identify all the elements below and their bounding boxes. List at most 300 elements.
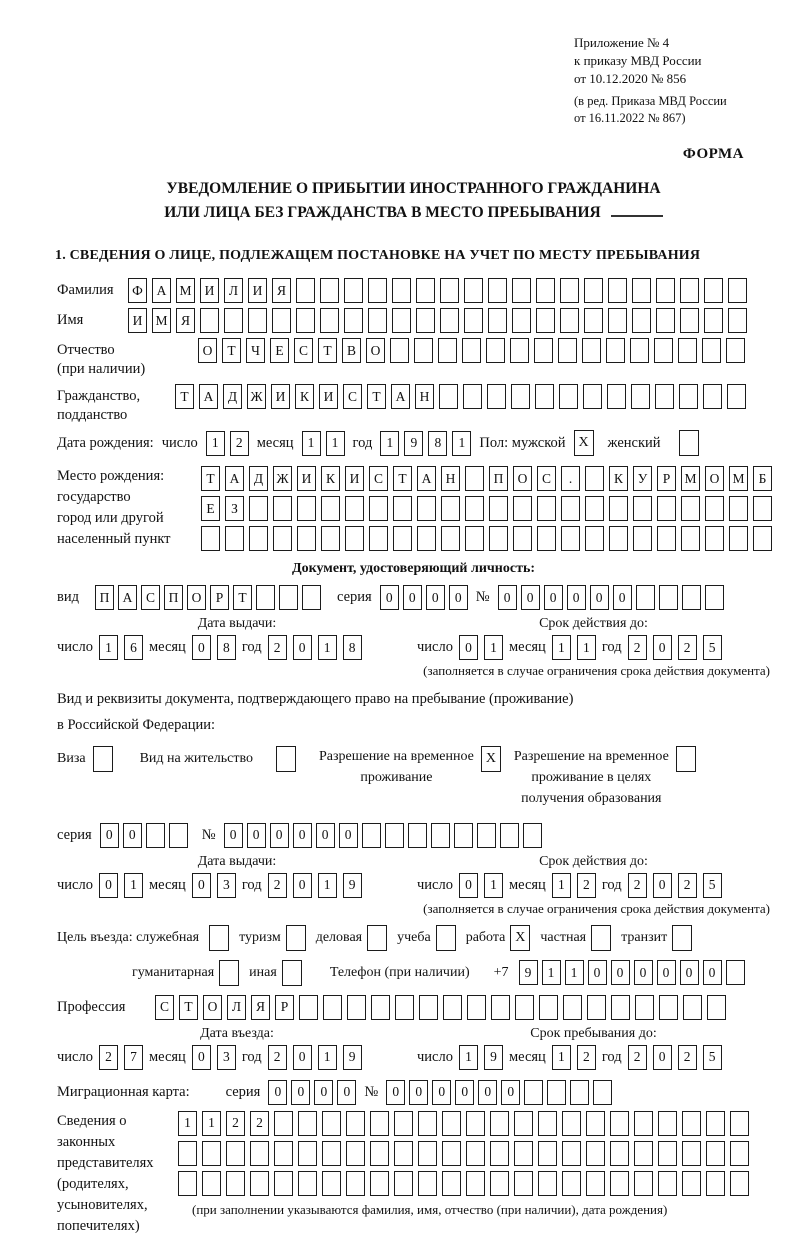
char-cell[interactable]: 2 xyxy=(577,1045,596,1070)
char-cell[interactable] xyxy=(394,1171,413,1196)
char-cell[interactable] xyxy=(464,308,483,333)
char-cell[interactable]: 0 xyxy=(247,823,266,848)
char-cell[interactable]: 8 xyxy=(343,635,362,660)
char-cell[interactable]: 1 xyxy=(565,960,584,985)
char-cell[interactable] xyxy=(463,384,482,409)
char-cell[interactable] xyxy=(534,338,553,363)
char-cell[interactable] xyxy=(393,526,412,551)
char-cell[interactable] xyxy=(296,308,315,333)
char-cell[interactable] xyxy=(705,585,724,610)
purpose-private-checkbox[interactable] xyxy=(591,925,611,951)
char-cell[interactable] xyxy=(273,526,292,551)
char-cell[interactable] xyxy=(346,1171,365,1196)
char-cell[interactable] xyxy=(705,526,724,551)
char-cell[interactable]: Л xyxy=(224,278,243,303)
char-cell[interactable]: О xyxy=(366,338,385,363)
char-cell[interactable] xyxy=(442,1141,461,1166)
purpose-other-checkbox[interactable] xyxy=(282,960,302,986)
purpose-humanitarian-checkbox[interactable] xyxy=(219,960,239,986)
char-cell[interactable]: 0 xyxy=(455,1080,474,1105)
char-cell[interactable] xyxy=(535,384,554,409)
purpose-transit-checkbox[interactable] xyxy=(672,925,692,951)
char-cell[interactable]: 0 xyxy=(314,1080,333,1105)
char-cell[interactable] xyxy=(419,995,438,1020)
char-cell[interactable] xyxy=(169,823,188,848)
char-cell[interactable] xyxy=(726,338,745,363)
char-cell[interactable] xyxy=(609,496,628,521)
char-cell[interactable] xyxy=(610,1111,629,1136)
char-cell[interactable] xyxy=(562,1141,581,1166)
char-cell[interactable]: 0 xyxy=(501,1080,520,1105)
char-cell[interactable] xyxy=(488,278,507,303)
char-cell[interactable]: 0 xyxy=(380,585,399,610)
char-cell[interactable] xyxy=(682,1111,701,1136)
char-cell[interactable] xyxy=(200,308,219,333)
char-cell[interactable] xyxy=(585,526,604,551)
char-cell[interactable] xyxy=(418,1141,437,1166)
char-cell[interactable] xyxy=(477,823,496,848)
char-cell[interactable] xyxy=(369,496,388,521)
char-cell[interactable]: 1 xyxy=(99,635,118,660)
char-cell[interactable]: Е xyxy=(270,338,289,363)
char-cell[interactable] xyxy=(250,1141,269,1166)
char-cell[interactable] xyxy=(490,1141,509,1166)
char-cell[interactable] xyxy=(321,526,340,551)
char-cell[interactable]: 0 xyxy=(459,873,478,898)
purpose-study-checkbox[interactable] xyxy=(436,925,456,951)
char-cell[interactable] xyxy=(488,308,507,333)
char-cell[interactable]: Т xyxy=(201,466,220,491)
char-cell[interactable] xyxy=(730,1171,749,1196)
char-cell[interactable] xyxy=(585,496,604,521)
char-cell[interactable]: Я xyxy=(272,278,291,303)
char-cell[interactable] xyxy=(560,308,579,333)
char-cell[interactable] xyxy=(226,1141,245,1166)
char-cell[interactable] xyxy=(439,384,458,409)
char-cell[interactable]: 9 xyxy=(519,960,538,985)
char-cell[interactable] xyxy=(657,496,676,521)
char-cell[interactable] xyxy=(561,496,580,521)
char-cell[interactable] xyxy=(418,1111,437,1136)
char-cell[interactable]: 2 xyxy=(678,873,697,898)
char-cell[interactable] xyxy=(250,1171,269,1196)
char-cell[interactable] xyxy=(297,496,316,521)
char-cell[interactable] xyxy=(226,1171,245,1196)
char-cell[interactable]: 1 xyxy=(302,431,321,456)
sex-male-checkbox[interactable]: X xyxy=(574,430,594,456)
char-cell[interactable] xyxy=(680,278,699,303)
char-cell[interactable] xyxy=(563,995,582,1020)
char-cell[interactable] xyxy=(537,496,556,521)
char-cell[interactable] xyxy=(370,1141,389,1166)
char-cell[interactable]: 0 xyxy=(449,585,468,610)
char-cell[interactable] xyxy=(394,1141,413,1166)
char-cell[interactable]: 2 xyxy=(268,635,287,660)
char-cell[interactable]: 0 xyxy=(192,1045,211,1070)
char-cell[interactable]: С xyxy=(141,585,160,610)
char-cell[interactable]: 0 xyxy=(588,960,607,985)
char-cell[interactable] xyxy=(585,466,604,491)
char-cell[interactable] xyxy=(570,1080,589,1105)
char-cell[interactable]: И xyxy=(128,308,147,333)
char-cell[interactable]: Т xyxy=(175,384,194,409)
char-cell[interactable] xyxy=(442,1111,461,1136)
char-cell[interactable]: 0 xyxy=(339,823,358,848)
char-cell[interactable] xyxy=(655,384,674,409)
char-cell[interactable] xyxy=(345,526,364,551)
char-cell[interactable]: 1 xyxy=(577,635,596,660)
char-cell[interactable]: 0 xyxy=(426,585,445,610)
char-cell[interactable] xyxy=(178,1141,197,1166)
char-cell[interactable] xyxy=(706,1171,725,1196)
char-cell[interactable] xyxy=(610,1171,629,1196)
char-cell[interactable]: 0 xyxy=(386,1080,405,1105)
char-cell[interactable]: . xyxy=(561,466,580,491)
char-cell[interactable]: 0 xyxy=(680,960,699,985)
char-cell[interactable] xyxy=(538,1141,557,1166)
char-cell[interactable] xyxy=(442,1171,461,1196)
char-cell[interactable]: Д xyxy=(223,384,242,409)
char-cell[interactable] xyxy=(583,384,602,409)
char-cell[interactable] xyxy=(593,1080,612,1105)
char-cell[interactable] xyxy=(368,308,387,333)
char-cell[interactable]: 0 xyxy=(432,1080,451,1105)
char-cell[interactable] xyxy=(536,308,555,333)
char-cell[interactable] xyxy=(702,338,721,363)
char-cell[interactable] xyxy=(562,1171,581,1196)
char-cell[interactable] xyxy=(729,496,748,521)
char-cell[interactable] xyxy=(634,1111,653,1136)
char-cell[interactable] xyxy=(706,1111,725,1136)
char-cell[interactable] xyxy=(681,526,700,551)
char-cell[interactable] xyxy=(705,496,724,521)
char-cell[interactable] xyxy=(320,278,339,303)
char-cell[interactable] xyxy=(202,1141,221,1166)
char-cell[interactable] xyxy=(658,1141,677,1166)
char-cell[interactable]: В xyxy=(342,338,361,363)
char-cell[interactable] xyxy=(320,308,339,333)
char-cell[interactable] xyxy=(633,526,652,551)
char-cell[interactable]: 1 xyxy=(459,1045,478,1070)
char-cell[interactable]: 0 xyxy=(653,1045,672,1070)
char-cell[interactable]: О xyxy=(203,995,222,1020)
char-cell[interactable] xyxy=(274,1141,293,1166)
char-cell[interactable]: Б xyxy=(753,466,772,491)
char-cell[interactable] xyxy=(704,278,723,303)
char-cell[interactable] xyxy=(703,384,722,409)
char-cell[interactable]: 1 xyxy=(202,1111,221,1136)
char-cell[interactable] xyxy=(727,384,746,409)
char-cell[interactable] xyxy=(465,526,484,551)
char-cell[interactable] xyxy=(390,338,409,363)
char-cell[interactable] xyxy=(225,526,244,551)
char-cell[interactable] xyxy=(322,1111,341,1136)
char-cell[interactable] xyxy=(298,1141,317,1166)
char-cell[interactable] xyxy=(729,526,748,551)
char-cell[interactable] xyxy=(682,585,701,610)
char-cell[interactable]: 2 xyxy=(678,635,697,660)
char-cell[interactable]: Т xyxy=(367,384,386,409)
char-cell[interactable] xyxy=(202,1171,221,1196)
char-cell[interactable]: З xyxy=(225,496,244,521)
char-cell[interactable] xyxy=(178,1171,197,1196)
char-cell[interactable]: 1 xyxy=(318,873,337,898)
char-cell[interactable]: И xyxy=(319,384,338,409)
char-cell[interactable] xyxy=(298,1111,317,1136)
char-cell[interactable] xyxy=(679,384,698,409)
char-cell[interactable] xyxy=(656,278,675,303)
char-cell[interactable] xyxy=(678,338,697,363)
char-cell[interactable] xyxy=(704,308,723,333)
char-cell[interactable]: Я xyxy=(176,308,195,333)
char-cell[interactable]: А xyxy=(417,466,436,491)
char-cell[interactable] xyxy=(632,308,651,333)
char-cell[interactable]: А xyxy=(391,384,410,409)
char-cell[interactable]: 2 xyxy=(268,873,287,898)
char-cell[interactable] xyxy=(728,278,747,303)
char-cell[interactable] xyxy=(393,496,412,521)
char-cell[interactable]: О xyxy=(187,585,206,610)
char-cell[interactable]: 0 xyxy=(270,823,289,848)
char-cell[interactable]: 0 xyxy=(100,823,119,848)
char-cell[interactable]: И xyxy=(200,278,219,303)
char-cell[interactable]: 2 xyxy=(678,1045,697,1070)
char-cell[interactable] xyxy=(562,1111,581,1136)
char-cell[interactable] xyxy=(606,338,625,363)
char-cell[interactable] xyxy=(438,338,457,363)
char-cell[interactable] xyxy=(274,1171,293,1196)
char-cell[interactable] xyxy=(414,338,433,363)
char-cell[interactable]: 9 xyxy=(484,1045,503,1070)
char-cell[interactable] xyxy=(248,308,267,333)
char-cell[interactable] xyxy=(510,338,529,363)
char-cell[interactable]: 0 xyxy=(657,960,676,985)
char-cell[interactable] xyxy=(609,526,628,551)
char-cell[interactable]: Т xyxy=(222,338,241,363)
char-cell[interactable] xyxy=(586,1111,605,1136)
char-cell[interactable] xyxy=(466,1111,485,1136)
char-cell[interactable]: К xyxy=(295,384,314,409)
char-cell[interactable] xyxy=(417,496,436,521)
char-cell[interactable] xyxy=(514,1141,533,1166)
char-cell[interactable]: 1 xyxy=(484,635,503,660)
char-cell[interactable]: 8 xyxy=(428,431,447,456)
char-cell[interactable]: М xyxy=(176,278,195,303)
char-cell[interactable] xyxy=(514,1111,533,1136)
char-cell[interactable] xyxy=(256,585,275,610)
char-cell[interactable] xyxy=(512,308,531,333)
char-cell[interactable]: М xyxy=(729,466,748,491)
char-cell[interactable]: 0 xyxy=(567,585,586,610)
char-cell[interactable] xyxy=(408,823,427,848)
char-cell[interactable]: 1 xyxy=(552,1045,571,1070)
char-cell[interactable] xyxy=(370,1111,389,1136)
char-cell[interactable]: 0 xyxy=(123,823,142,848)
char-cell[interactable] xyxy=(561,526,580,551)
char-cell[interactable] xyxy=(273,496,292,521)
char-cell[interactable] xyxy=(631,384,650,409)
char-cell[interactable] xyxy=(536,278,555,303)
char-cell[interactable]: 0 xyxy=(99,873,118,898)
char-cell[interactable] xyxy=(146,823,165,848)
char-cell[interactable] xyxy=(730,1141,749,1166)
char-cell[interactable]: Н xyxy=(441,466,460,491)
char-cell[interactable] xyxy=(416,278,435,303)
char-cell[interactable]: С xyxy=(294,338,313,363)
char-cell[interactable]: 0 xyxy=(192,635,211,660)
char-cell[interactable] xyxy=(385,823,404,848)
char-cell[interactable]: Ч xyxy=(246,338,265,363)
char-cell[interactable]: 0 xyxy=(653,873,672,898)
char-cell[interactable] xyxy=(538,1171,557,1196)
temp-residence-checkbox[interactable]: X xyxy=(481,746,501,772)
char-cell[interactable]: 1 xyxy=(124,873,143,898)
char-cell[interactable]: 5 xyxy=(703,1045,722,1070)
char-cell[interactable]: 0 xyxy=(409,1080,428,1105)
sex-female-checkbox[interactable] xyxy=(679,430,699,456)
char-cell[interactable] xyxy=(513,496,532,521)
char-cell[interactable] xyxy=(537,526,556,551)
char-cell[interactable] xyxy=(297,526,316,551)
char-cell[interactable] xyxy=(632,278,651,303)
char-cell[interactable] xyxy=(491,995,510,1020)
char-cell[interactable]: 2 xyxy=(628,873,647,898)
char-cell[interactable] xyxy=(681,496,700,521)
char-cell[interactable]: 1 xyxy=(326,431,345,456)
char-cell[interactable] xyxy=(511,384,530,409)
char-cell[interactable]: 5 xyxy=(703,873,722,898)
char-cell[interactable] xyxy=(299,995,318,1020)
char-cell[interactable]: 2 xyxy=(250,1111,269,1136)
char-cell[interactable] xyxy=(487,384,506,409)
purpose-official-checkbox[interactable] xyxy=(209,925,229,951)
char-cell[interactable] xyxy=(345,496,364,521)
char-cell[interactable] xyxy=(559,384,578,409)
char-cell[interactable] xyxy=(683,995,702,1020)
char-cell[interactable] xyxy=(512,278,531,303)
char-cell[interactable]: Р xyxy=(210,585,229,610)
char-cell[interactable]: П xyxy=(95,585,114,610)
char-cell[interactable]: 8 xyxy=(217,635,236,660)
char-cell[interactable] xyxy=(441,526,460,551)
char-cell[interactable] xyxy=(370,1171,389,1196)
char-cell[interactable]: Л xyxy=(227,995,246,1020)
char-cell[interactable]: Р xyxy=(275,995,294,1020)
char-cell[interactable] xyxy=(443,995,462,1020)
char-cell[interactable] xyxy=(454,823,473,848)
char-cell[interactable]: С xyxy=(369,466,388,491)
char-cell[interactable] xyxy=(302,585,321,610)
char-cell[interactable]: 2 xyxy=(99,1045,118,1070)
char-cell[interactable]: Т xyxy=(318,338,337,363)
char-cell[interactable]: 0 xyxy=(611,960,630,985)
char-cell[interactable]: 1 xyxy=(552,873,571,898)
char-cell[interactable]: О xyxy=(705,466,724,491)
char-cell[interactable] xyxy=(524,1080,543,1105)
char-cell[interactable]: С xyxy=(155,995,174,1020)
char-cell[interactable] xyxy=(584,278,603,303)
char-cell[interactable] xyxy=(586,1141,605,1166)
char-cell[interactable] xyxy=(682,1141,701,1166)
char-cell[interactable]: Ф xyxy=(128,278,147,303)
char-cell[interactable]: 0 xyxy=(613,585,632,610)
char-cell[interactable]: 0 xyxy=(192,873,211,898)
char-cell[interactable] xyxy=(298,1171,317,1196)
char-cell[interactable]: О xyxy=(198,338,217,363)
char-cell[interactable]: 0 xyxy=(703,960,722,985)
char-cell[interactable] xyxy=(346,1111,365,1136)
char-cell[interactable] xyxy=(753,526,772,551)
char-cell[interactable]: Я xyxy=(251,995,270,1020)
char-cell[interactable]: П xyxy=(164,585,183,610)
char-cell[interactable] xyxy=(560,278,579,303)
char-cell[interactable] xyxy=(322,1141,341,1166)
char-cell[interactable]: 0 xyxy=(478,1080,497,1105)
char-cell[interactable] xyxy=(634,1171,653,1196)
char-cell[interactable]: 0 xyxy=(634,960,653,985)
char-cell[interactable]: Д xyxy=(249,466,268,491)
char-cell[interactable]: М xyxy=(152,308,171,333)
char-cell[interactable]: А xyxy=(225,466,244,491)
char-cell[interactable] xyxy=(466,1171,485,1196)
char-cell[interactable] xyxy=(587,995,606,1020)
char-cell[interactable] xyxy=(489,496,508,521)
char-cell[interactable]: 6 xyxy=(124,635,143,660)
char-cell[interactable] xyxy=(323,995,342,1020)
char-cell[interactable] xyxy=(201,526,220,551)
char-cell[interactable]: М xyxy=(681,466,700,491)
char-cell[interactable] xyxy=(441,496,460,521)
char-cell[interactable] xyxy=(611,995,630,1020)
char-cell[interactable]: 2 xyxy=(577,873,596,898)
char-cell[interactable]: Н xyxy=(415,384,434,409)
char-cell[interactable] xyxy=(658,1171,677,1196)
char-cell[interactable] xyxy=(344,308,363,333)
char-cell[interactable] xyxy=(395,995,414,1020)
char-cell[interactable] xyxy=(513,526,532,551)
char-cell[interactable]: 0 xyxy=(544,585,563,610)
char-cell[interactable] xyxy=(369,526,388,551)
char-cell[interactable]: 9 xyxy=(343,1045,362,1070)
char-cell[interactable]: Е xyxy=(201,496,220,521)
char-cell[interactable]: Т xyxy=(179,995,198,1020)
char-cell[interactable] xyxy=(608,308,627,333)
char-cell[interactable]: 0 xyxy=(293,873,312,898)
char-cell[interactable]: 2 xyxy=(230,431,249,456)
char-cell[interactable]: А xyxy=(152,278,171,303)
char-cell[interactable]: 0 xyxy=(293,823,312,848)
char-cell[interactable] xyxy=(371,995,390,1020)
purpose-work-checkbox[interactable]: X xyxy=(510,925,530,951)
char-cell[interactable] xyxy=(582,338,601,363)
char-cell[interactable]: 0 xyxy=(337,1080,356,1105)
char-cell[interactable] xyxy=(392,278,411,303)
char-cell[interactable] xyxy=(490,1171,509,1196)
visa-checkbox[interactable] xyxy=(93,746,113,772)
char-cell[interactable] xyxy=(500,823,519,848)
char-cell[interactable]: 0 xyxy=(498,585,517,610)
char-cell[interactable] xyxy=(630,338,649,363)
char-cell[interactable] xyxy=(490,1111,509,1136)
char-cell[interactable] xyxy=(249,526,268,551)
char-cell[interactable] xyxy=(418,1171,437,1196)
char-cell[interactable]: 1 xyxy=(206,431,225,456)
char-cell[interactable] xyxy=(558,338,577,363)
char-cell[interactable] xyxy=(658,1111,677,1136)
char-cell[interactable] xyxy=(707,995,726,1020)
char-cell[interactable] xyxy=(634,1141,653,1166)
char-cell[interactable]: С xyxy=(537,466,556,491)
